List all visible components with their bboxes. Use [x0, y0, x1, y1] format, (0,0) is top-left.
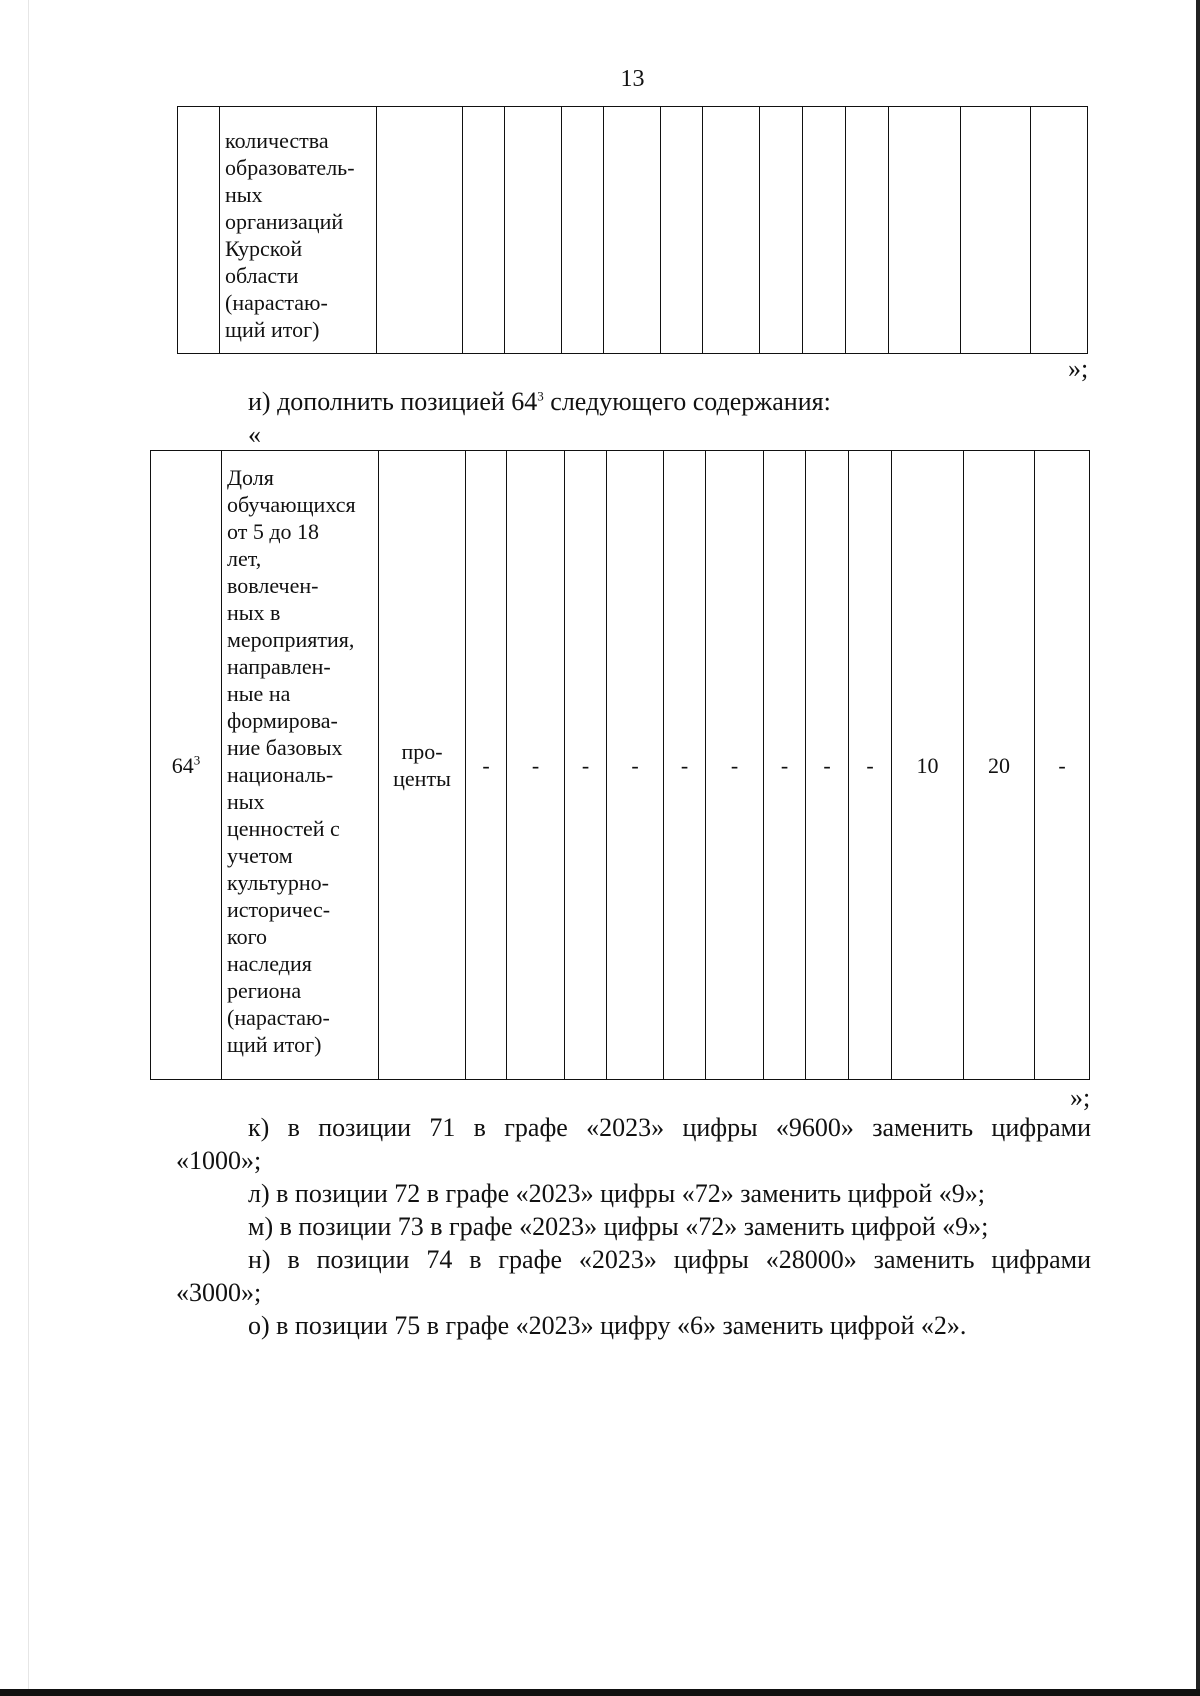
description-line: области	[225, 263, 299, 288]
cell-value: -	[806, 451, 849, 1080]
description-line: ценностей с	[227, 816, 340, 841]
cell-value: -	[565, 451, 607, 1080]
position-sup: 3	[193, 752, 201, 768]
description-line: щий итог)	[225, 317, 320, 342]
description-line: ных в	[227, 600, 281, 625]
closing-quote: »;	[1068, 354, 1089, 383]
description-line: количества	[225, 128, 329, 153]
amendment-paragraphs	[176, 1111, 1091, 1342]
cell-value: -	[849, 451, 892, 1080]
cell-position	[178, 107, 220, 354]
instruction-text-after: следующего содержания:	[543, 387, 831, 416]
cell-unit	[377, 107, 463, 354]
description-line: ных	[227, 789, 265, 814]
closing-quote: »;	[1070, 1083, 1091, 1112]
position-number: 64	[171, 752, 194, 778]
cell-value: 20	[964, 451, 1035, 1080]
cell-value: -	[664, 451, 706, 1080]
description-line: образователь-	[225, 155, 355, 180]
paragraph-rest: «1000»;	[176, 1146, 262, 1175]
cell-value	[1031, 107, 1088, 354]
scan-edge-right	[1196, 0, 1200, 1696]
cell-description	[220, 107, 377, 354]
description-line: лет,	[227, 546, 262, 571]
paragraph-rest: «3000»;	[176, 1278, 262, 1307]
paragraph-first-line: к) в позиции 71 в графе «2023» цифры «9600» заменить цифрами	[248, 1113, 1091, 1142]
cell-value: -	[1035, 451, 1090, 1080]
description-line: региона	[227, 978, 302, 1003]
description-line: вовлечен-	[227, 573, 319, 598]
description-line: националь-	[227, 762, 334, 787]
cell-value: -	[764, 451, 806, 1080]
cell-value	[505, 107, 562, 354]
paragraph-m: м) в позиции 73 в графе «2023» цифры «72» заменить цифрой «9»;	[248, 1212, 989, 1241]
cell-value: -	[466, 451, 507, 1080]
description-line: ных	[225, 182, 263, 207]
cell-value	[604, 107, 661, 354]
cell-unit	[379, 451, 466, 1080]
cell-value: -	[607, 451, 664, 1080]
cell-value	[703, 107, 760, 354]
cell-value	[760, 107, 803, 354]
instruction-sup: 3	[537, 388, 544, 404]
description-line: историчес-	[227, 897, 331, 922]
description-line: ные на	[227, 681, 291, 706]
description-line: мероприятия,	[227, 627, 355, 652]
description-line: щий итог)	[227, 1032, 322, 1057]
paragraph-n	[176, 1243, 1091, 1309]
cell-description	[222, 451, 379, 1080]
description-line: от 5 до 18	[227, 519, 320, 544]
cell-value	[661, 107, 703, 354]
unit-line: про-	[401, 739, 443, 764]
cell-value: -	[507, 451, 565, 1080]
description-line: организаций	[225, 209, 344, 234]
table-row	[151, 451, 1090, 1080]
opening-quote: «	[248, 420, 261, 449]
paragraph-l: л) в позиции 72 в графе «2023» цифры «72» заменить цифрой «9»;	[248, 1179, 985, 1208]
unit-line: центы	[393, 766, 451, 791]
cell-value	[846, 107, 889, 354]
scan-edge-bottom	[0, 1689, 1200, 1696]
table-row	[178, 107, 1088, 354]
cell-value	[961, 107, 1031, 354]
description-line: наследия	[227, 951, 312, 976]
table-position-64-3	[150, 450, 1090, 1080]
description-line: Курской	[225, 236, 303, 261]
description-line: (нарастаю-	[227, 1005, 330, 1030]
cell-value	[463, 107, 505, 354]
description-line: Доля	[227, 465, 274, 490]
description-line: ние базовых	[227, 735, 343, 760]
instruction-line	[248, 387, 831, 417]
description-line: формирова-	[227, 708, 338, 733]
cell-position	[151, 451, 222, 1080]
cell-value	[562, 107, 604, 354]
cell-value: 10	[892, 451, 964, 1080]
cell-value	[889, 107, 961, 354]
page-number: 13	[620, 66, 645, 92]
table-continuation	[177, 106, 1088, 354]
description-line: (нарастаю-	[225, 290, 328, 315]
description-line: направлен-	[227, 654, 331, 679]
paragraph-first-line: н) в позиции 74 в графе «2023» цифры «28000» заменить цифрами	[248, 1245, 1091, 1274]
paragraph-k	[176, 1111, 1091, 1177]
cell-value	[803, 107, 846, 354]
scan-edge-left	[28, 0, 29, 1696]
cell-value: -	[706, 451, 764, 1080]
description-line: обучающихся	[227, 492, 356, 517]
description-line: культурно-	[227, 870, 330, 895]
paragraph-o: о) в позиции 75 в графе «2023» цифру «6» заменить цифрой «2».	[248, 1311, 967, 1340]
description-line: учетом	[227, 843, 293, 868]
description-line: кого	[227, 924, 268, 949]
instruction-text: и) дополнить позицией 64	[248, 387, 538, 416]
